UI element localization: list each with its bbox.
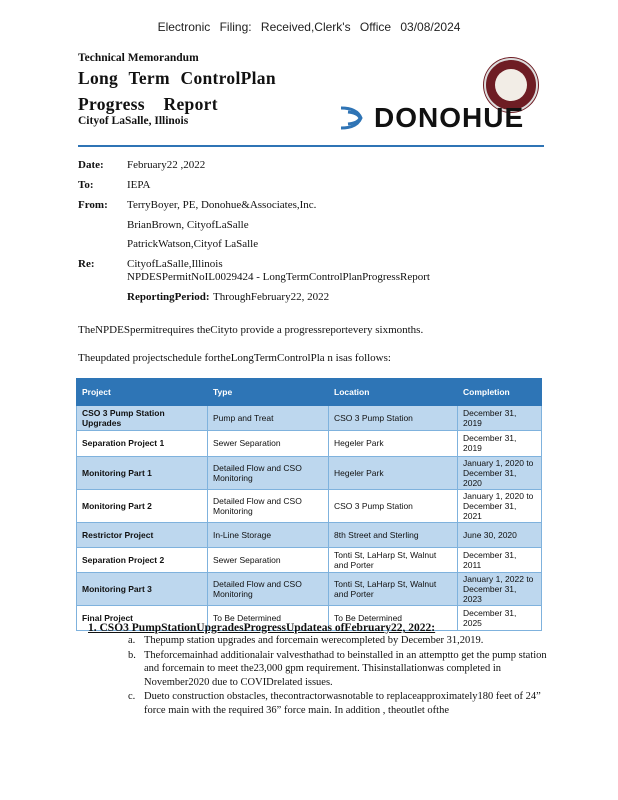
date-value: February22 ,2022 xyxy=(127,159,206,171)
table-row xyxy=(77,456,542,489)
project-cell: Final Project xyxy=(77,606,208,631)
table-row xyxy=(77,573,542,606)
memo-kind: Technical Memorandum xyxy=(78,52,199,64)
list-item-letter: b. xyxy=(128,649,136,661)
to-value: IEPA xyxy=(127,179,151,191)
column-header: Project xyxy=(77,379,208,406)
list-item-text: Thepump station upgrades and forcemain werecompleted by December 31,2019. xyxy=(144,635,484,646)
header-rule xyxy=(78,145,544,147)
location-cell: Hegeler Park xyxy=(329,431,458,456)
list-item-text: Theforcemainhad additionalair valvesthathad to beinstalled in an attemptto get the pump station and forcemain to meet the23,000 gpm requirement. Thisinstallationwas completed in November2020 due to COVIDrelated issues. xyxy=(144,649,547,688)
project-cell: Restrictor Project xyxy=(77,522,208,547)
completion-cell: January 1, 2020 to December 31, 2021 xyxy=(458,489,542,522)
column-header: Location xyxy=(329,379,458,406)
list-item-text: Dueto construction obstacles, thecontractorwasnotable to replaceapproximately180 feet of 24” force main with the required 36” force main. In addition , theoutlet ofthe xyxy=(144,691,541,716)
from-value: TerryBoyer, PE, Donohue&Associates,Inc. xyxy=(127,199,317,211)
schedule-table xyxy=(76,378,542,631)
completion-cell: December 31, 2025 xyxy=(458,606,542,631)
filing-stamp: Electronic Filing: Received,Clerk's Office 03/08/2024 xyxy=(157,20,461,34)
period-value: ThroughFebruary22, 2022 xyxy=(213,291,330,303)
location-cell: Tonti St, LaHarp St, Walnut and Porter xyxy=(329,573,458,606)
list-item-letter: a. xyxy=(128,635,136,646)
memo-title-line2: Progress Report xyxy=(78,94,218,114)
completion-cell: December 31, 2011 xyxy=(458,547,542,572)
type-cell: Detailed Flow and CSO Monitoring xyxy=(208,489,329,522)
project-cell: Monitoring Part 1 xyxy=(77,456,208,489)
table-header-row xyxy=(77,379,542,406)
project-cell: Monitoring Part 3 xyxy=(77,573,208,606)
date-label: Date: xyxy=(78,159,104,171)
project-cell: Separation Project 2 xyxy=(77,547,208,572)
table-row xyxy=(77,431,542,456)
location-cell: Tonti St, LaHarp St, Walnut and Porter xyxy=(329,547,458,572)
list-item-letter: c. xyxy=(128,691,136,702)
table-row xyxy=(77,522,542,547)
column-header: Type xyxy=(208,379,329,406)
memo-title-line1: Long Term ControlPlan xyxy=(78,68,276,88)
type-cell: Sewer Separation xyxy=(208,547,329,572)
type-cell: Sewer Separation xyxy=(208,431,329,456)
type-cell: In-Line Storage xyxy=(208,522,329,547)
completion-cell: June 30, 2020 xyxy=(458,522,542,547)
section-list xyxy=(128,634,548,718)
donohue-logo-text: DONOHUE xyxy=(374,102,525,133)
type-cell: Pump and Treat xyxy=(208,406,329,431)
from-value: PatrickWatson,Cityof LaSalle xyxy=(127,238,259,250)
from-label: From: xyxy=(78,199,108,211)
type-cell: To Be Determined xyxy=(208,606,329,631)
location-cell: To Be Determined xyxy=(329,606,458,631)
location-cell: Hegeler Park xyxy=(329,456,458,489)
completion-cell: January 1, 2020 to December 31, 2020 xyxy=(458,456,542,489)
to-label: To: xyxy=(78,179,94,191)
type-cell: Detailed Flow and CSO Monitoring xyxy=(208,456,329,489)
table-row xyxy=(77,406,542,431)
intro-paragraph: Theupdated projectschedule fortheLongTermControlPla n isas follows: xyxy=(78,352,391,364)
location-cell: 8th Street and Sterling xyxy=(329,522,458,547)
location-cell: CSO 3 Pump Station xyxy=(329,489,458,522)
list-item xyxy=(128,634,548,648)
location-cell: CSO 3 Pump Station xyxy=(329,406,458,431)
re-label: Re: xyxy=(78,258,95,270)
memo-city: Cityof LaSalle, Illinois xyxy=(78,115,189,127)
table-row xyxy=(77,547,542,572)
donohue-logo-icon xyxy=(339,104,373,132)
intro-paragraph: TheNPDESpermitrequires theCityto provide a progressreportevery sixmonths. xyxy=(78,324,424,336)
completion-cell: December 31, 2019 xyxy=(458,431,542,456)
re-value: CityofLaSalle,Illinois xyxy=(127,258,223,270)
section-heading: 1. CSO3 PumpStationUpgradesProgressUpdateas ofFebruary22, 2022: xyxy=(88,622,436,634)
completion-cell: December 31, 2019 xyxy=(458,406,542,431)
project-cell: Separation Project 1 xyxy=(77,431,208,456)
re-value: NPDESPermitNoIL0029424 - LongTermControlPlanProgressReport xyxy=(127,271,430,283)
project-cell: CSO 3 Pump Station Upgrades xyxy=(77,406,208,431)
period-label: ReportingPeriod: xyxy=(127,291,210,303)
completion-cell: January 1, 2022 to December 31, 2023 xyxy=(458,573,542,606)
list-item xyxy=(128,649,548,690)
column-header: Completion xyxy=(458,379,542,406)
from-value: BrianBrown, CityofLaSalle xyxy=(127,219,249,231)
list-item xyxy=(128,690,548,717)
table-row xyxy=(77,489,542,522)
type-cell: Detailed Flow and CSO Monitoring xyxy=(208,573,329,606)
project-cell: Monitoring Part 2 xyxy=(77,489,208,522)
